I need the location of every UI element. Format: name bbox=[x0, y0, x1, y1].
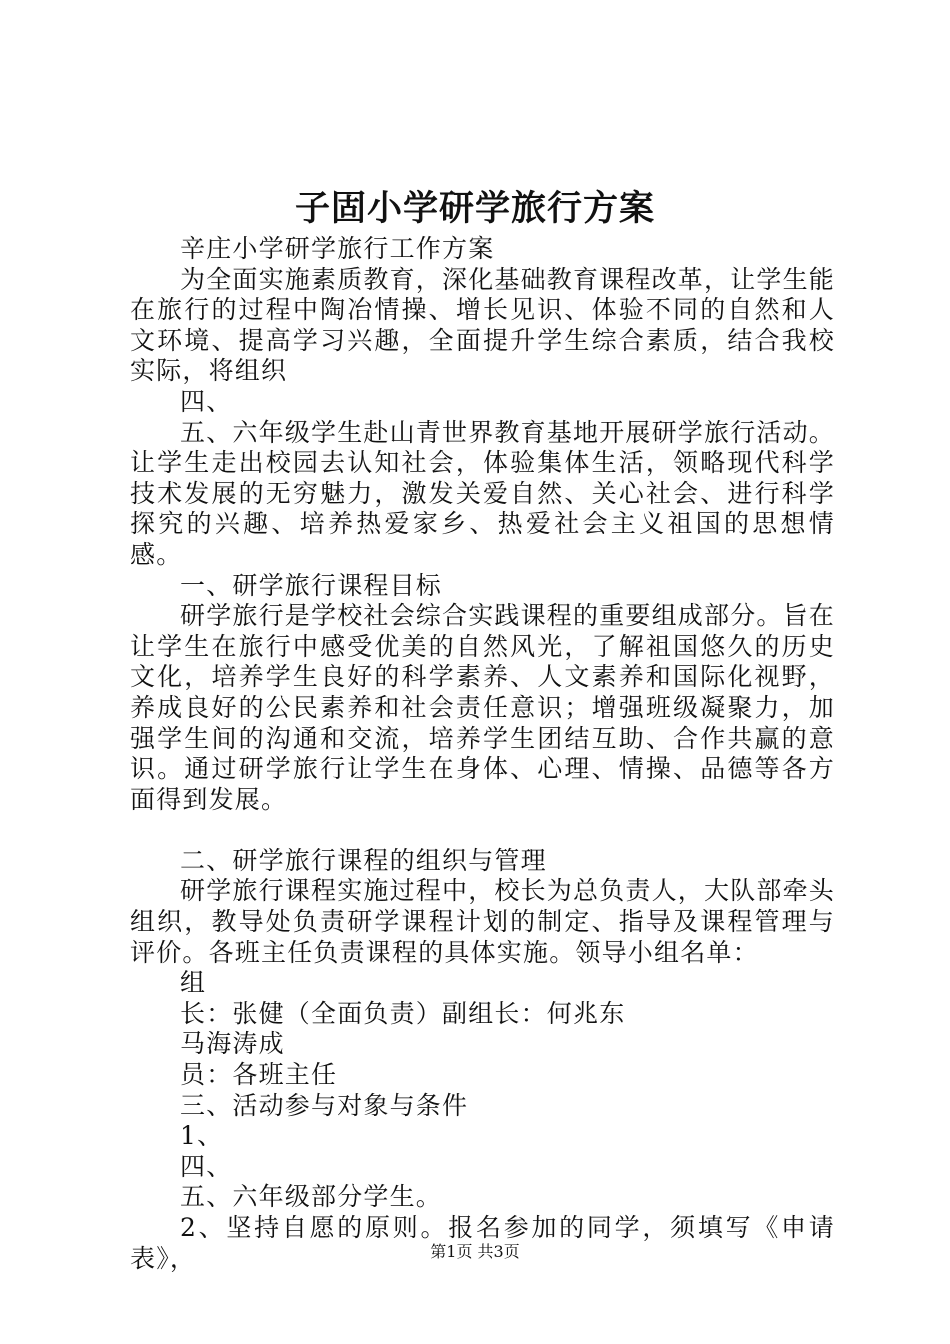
paragraph: 五、六年级学生赴山青世界教育基地开展研学旅行活动。让学生走出校园去认知社会，体验集体生活，领略现代科学技术发展的无穷魅力，激发关爱自然、关心社会、进行科学探究的兴趣、培养热爱家乡、热爱社会主义祖国的思想情感。 bbox=[130, 417, 836, 569]
paragraph: 为全面实施素质教育，深化基础教育课程改革，让学生能在旅行的过程中陶冶情操、增长见识、体验不同的自然和人文环境、提高学习兴趣，全面提升学生综合素质，结合我校实际，将组织 bbox=[130, 264, 836, 386]
paragraph: 三、活动参与对象与条件 bbox=[180, 1090, 469, 1120]
paragraph: 五、六年级部分学生。 bbox=[180, 1182, 443, 1212]
paragraph: 研学旅行课程实施过程中，校长为总负责人，大队部牵头组织，教导处负责研学课程计划的制定、指导及课程管理与评价。各班主任负责课程的具体实施。领导小组名单： bbox=[130, 876, 836, 967]
paragraph-spacer bbox=[130, 815, 835, 846]
document-title: 子固小学研学旅行方案 bbox=[294, 188, 655, 229]
paragraph: 2、坚持自愿的原则。报名参加的同学，须填写《申请表》， bbox=[130, 1213, 835, 1273]
paragraph: 四、 bbox=[180, 386, 233, 416]
paragraph: 组 bbox=[180, 968, 207, 998]
paragraph: 研学旅行是学校社会综合实践课程的重要组成部分。旨在让学生在旅行中感受优美的自然风光，了解祖国悠久的历史文化，培养学生良好的科学素养、人文素养和国际化视野，养成良好的公民素养和社会责任意识；增强班级凝聚力，加强学生间的沟通和交流，培养学生团结互助、合作共赢的意识。通过研学旅行让学生在身体、心理、情操、品德等各方面得到发展。 bbox=[130, 601, 836, 814]
paragraph: 员：各班主任 bbox=[180, 1060, 338, 1090]
paragraph: 辛庄小学研学旅行工作方案 bbox=[180, 234, 495, 263]
paragraph: 长：张健（全面负责）副组长：何兆东 bbox=[180, 998, 626, 1028]
paragraph: 1、 bbox=[180, 1121, 224, 1151]
paragraph: 二、研学旅行课程的组织与管理 bbox=[180, 845, 547, 875]
paragraph: 马海涛成 bbox=[180, 1029, 285, 1059]
document-body bbox=[130, 234, 835, 1274]
paragraph: 四、 bbox=[180, 1151, 233, 1181]
page-footer: 第1页 共3页 bbox=[430, 1242, 520, 1261]
paragraph: 一、研学旅行课程目标 bbox=[180, 570, 443, 600]
